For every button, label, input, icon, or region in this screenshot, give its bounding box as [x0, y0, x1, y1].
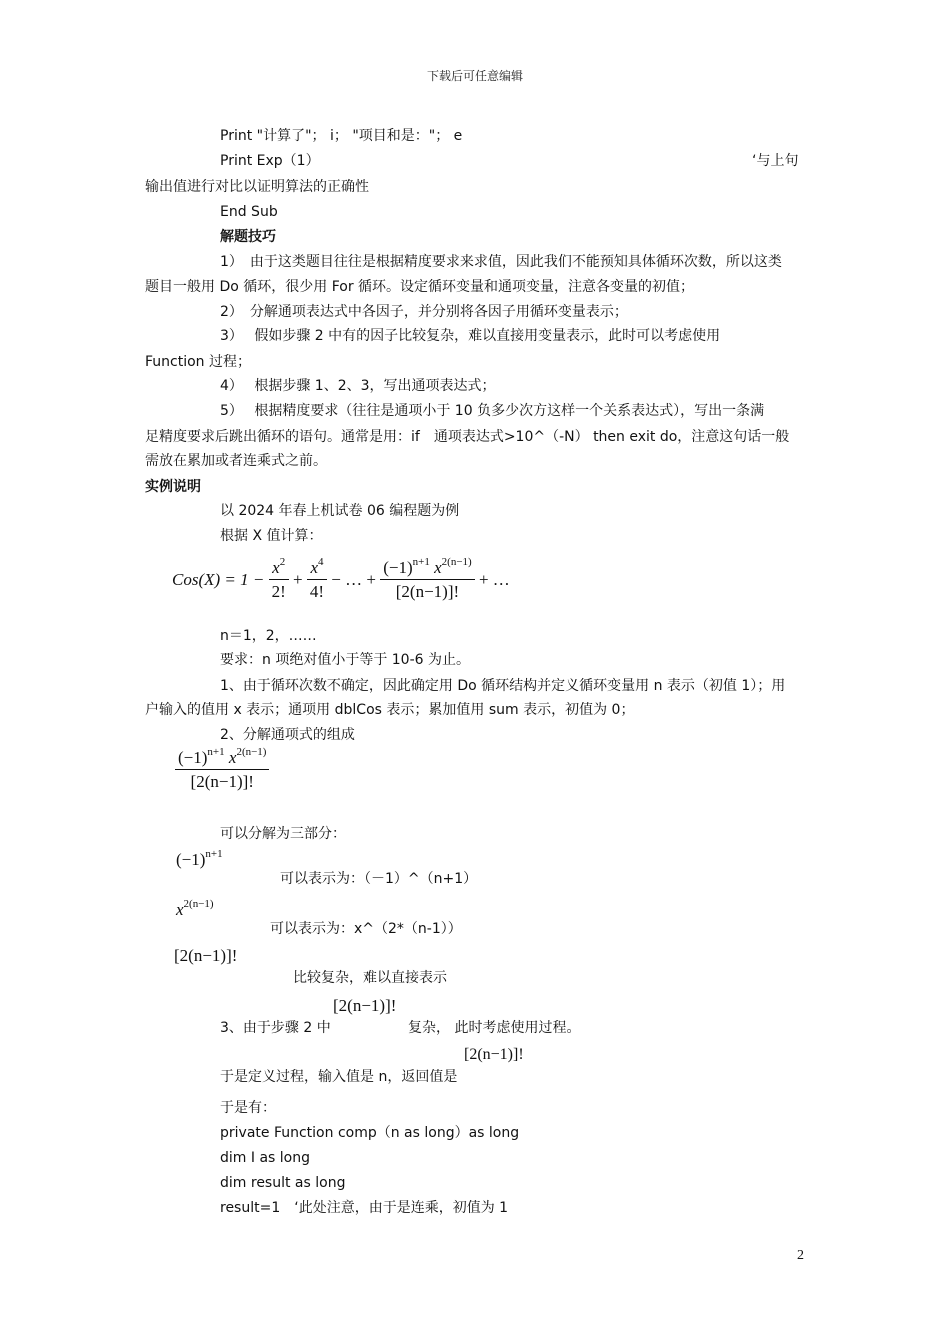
code-line: dim I as long	[220, 1150, 310, 1166]
factor-factorial-formula: [2(n−1)]!	[174, 946, 238, 965]
text-line: 以 2024 年春上机试卷 06 编程题为例	[220, 503, 460, 519]
code-line: Print Exp（1）	[220, 153, 320, 169]
text-line: 2、分解通项式的组成	[220, 727, 355, 743]
text-line: 可以表示为：（－1）^（n+1）	[280, 871, 478, 887]
code-comment: ‘与上句	[752, 153, 799, 169]
text-line: 3、由于步骤 2 中	[220, 1020, 331, 1036]
factorial-return-formula: [2(n−1)]!	[464, 1046, 524, 1063]
text-line: 足精度要求后跳出循环的语句。通常是用：if 通项表达式>10^（-N） then exit do，注意这句话一般	[145, 429, 790, 445]
text-line: n＝1，2，……	[220, 628, 317, 644]
term-formula: $\frac{(-1)^{n+1} x^{2(n-1)}}{[2(n-1)]!}$	[175, 748, 269, 792]
page-header: 下载后可任意编辑	[426, 69, 523, 83]
text-line: 2） 分解通项表达式中各因子，并分别将各因子用循环变量表示；	[220, 304, 628, 320]
text-line: 可以表示为：x^（2*（n-1））	[270, 921, 462, 937]
text-line: 于是定义过程，输入值是 n，返回值是	[220, 1069, 458, 1085]
factorial-inline-formula: [2(n−1)]!	[333, 996, 397, 1015]
factor-power-formula: $x^{2(n-1)}$	[176, 898, 214, 919]
text-line: 1） 由于这类题目往往是根据精度要求来求值，因此我们不能预知具体循环次数，所以这类	[220, 254, 782, 270]
text-line: 于是有：	[220, 1100, 276, 1116]
text-line: 3） 假如步骤 2 中有的因子比较复杂，难以直接用变量表示，此时可以考虑使用	[220, 328, 721, 344]
code-line: Print "计算了"； i； "项目和是："； e	[220, 128, 463, 144]
section-heading: 解题技巧	[220, 229, 276, 245]
factor-sign-formula: $(-1)^{n+1}$	[176, 848, 223, 869]
text-line: 5） 根据精度要求（往往是通项小于 10 负多少次方这样一个关系表达式），写出一条满	[220, 403, 765, 419]
text-line: 输出值进行对比以证明算法的正确性	[145, 179, 369, 195]
text-line: 1、由于循环次数不确定，因此确定用 Do 循环结构并定义循环变量用 n 表示（初值 1）；用	[220, 678, 786, 694]
text-line: 题目一般用 Do 循环，很少用 For 循环。设定循环变量和通项变量，注意各变量的初值；	[145, 279, 695, 295]
code-line: result=1 ‘此处注意，由于是连乘，初值为 1	[220, 1200, 509, 1216]
section-heading: 实例说明	[145, 479, 201, 495]
text-line: 户输入的值用 x 表示；通项用 dblCos 表示；累加值用 sum 表示，初值为 0；	[145, 702, 635, 718]
text-line: 4） 根据步骤 1、2、3，写出通项表达式；	[220, 378, 496, 394]
code-line: End Sub	[220, 204, 278, 220]
text-line: 比较复杂，难以直接表示	[293, 970, 447, 986]
text-line: 根据 X 值计算：	[220, 528, 323, 544]
page-number: 2	[797, 1248, 804, 1263]
text-line: 复杂， 此时考虑使用过程。	[408, 1020, 581, 1036]
cos-formula: Cos(X) = 1 − $\frac{x^2}{2!}$ + $\frac{x^4}{4!}$ − … + $\frac{(-1)^{n+1} x^{2(n-1)}}{[2(n-1)]!}$ + …	[172, 556, 510, 601]
text-line: 需放在累加或者连乘式之前。	[145, 453, 327, 469]
code-line: private Function comp（n as long）as long	[220, 1125, 520, 1141]
text-line: 可以分解为三部分：	[220, 826, 346, 842]
text-line: 要求：n 项绝对值小于等于 10-6 为止。	[220, 652, 470, 668]
text-line: Function 过程；	[145, 354, 251, 370]
code-line: dim result as long	[220, 1175, 346, 1191]
